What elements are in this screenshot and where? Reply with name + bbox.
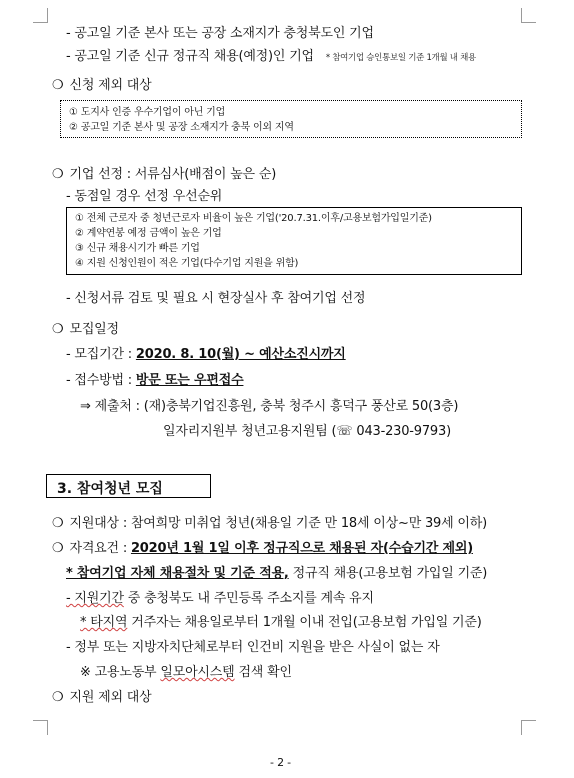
hollow-circle-bullet-icon: ❍: [52, 516, 64, 531]
priority-item-4: ④ 지원 신청인원이 적은 기업(다수기업 지원을 위함): [75, 258, 299, 269]
condition-hiring-text: - 공고일 기준 신규 정규직 채용(예정)인 기업: [66, 49, 314, 64]
condition-hiring-note: * 참여기업 승인통보일 기준 1개월 내 채용: [325, 53, 476, 63]
recruit-period-label: - 모집기간 :: [66, 347, 136, 362]
submission-method-label: - 접수방법 :: [66, 373, 136, 388]
other-region-rest: 거주자는 채용일로부터 1개월 이내 전입(고용보험 가입일 기준): [127, 615, 482, 630]
exclusion2-heading-text: 지원 제외 대상: [69, 690, 152, 705]
submit-department: 일자리지원부 청년고용지원팀 (☏ 043-230-9793): [163, 424, 451, 439]
own-criteria-bold: * 참여기업 자체 채용절차 및 기준 적용,: [66, 566, 289, 581]
exclusion-heading-text: 신청 제외 대상: [69, 78, 152, 93]
hollow-circle-bullet-icon: ❍: [52, 78, 64, 93]
other-region-term: * 타지역: [80, 615, 128, 630]
target-text: 지원대상 : 참여희망 미취업 청년(채용일 기준 만 18세 이상~만 39세 이하): [69, 516, 488, 531]
tie-priority-heading: - 동점일 경우 선정 우선순위: [66, 189, 223, 204]
crop-mark-top-left: [33, 8, 48, 23]
section-3-heading: 3. 참여청년 모집: [46, 474, 211, 498]
priority-item-2: ② 계약연봉 예정 금액이 높은 기업: [75, 228, 222, 239]
submission-method: [66, 369, 243, 388]
priority-item-1: ① 전체 근로자 중 청년근로자 비율이 높은 기업('20.7.31.이후/고용보험가입일기준): [75, 213, 432, 224]
own-criteria-rest: 정규직 채용(고용보험 가입일 기준): [288, 566, 488, 581]
residence-rest: 중 충청북도 내 주민등록 주소지를 계속 유지: [123, 591, 374, 606]
other-region-line: [80, 611, 482, 630]
recruit-heading: [52, 318, 119, 337]
exclusion2-heading: [52, 686, 151, 705]
qualification-value: 2020년 1월 1일 이후 정규직으로 채용된 자(수습기간 제외): [130, 541, 473, 556]
crop-mark-bottom-left: [33, 720, 48, 735]
condition-hiring: [66, 45, 476, 64]
check-system-line: [80, 661, 292, 680]
recruit-period: [66, 343, 346, 362]
crop-mark-bottom-right: [521, 720, 536, 735]
exclusion-item-2: ② 공고일 기준 본사 및 공장 소재지가 충북 이외 지역: [69, 122, 294, 133]
check-system-a: ※ 고용노동부: [80, 665, 161, 680]
selection-heading: [52, 163, 276, 182]
qualification-label: 자격요건 :: [69, 541, 131, 556]
residence-line: [66, 587, 374, 606]
hollow-circle-bullet-icon: ❍: [52, 322, 64, 337]
own-criteria-line: [66, 562, 487, 581]
submit-address: ⇒ 제출처 : (재)충북기업진흥원, 충북 청주시 흥덕구 풍산로 50(3층): [80, 399, 459, 414]
recruit-period-value: 2020. 8. 10(월) ~ 예산소진시까지: [135, 347, 346, 362]
qualification-line: [52, 537, 473, 556]
exclusion-box: [60, 100, 522, 138]
hollow-circle-bullet-icon: ❍: [52, 690, 64, 705]
recruit-heading-text: 모집일정: [69, 322, 119, 337]
exclusion-heading: [52, 74, 151, 93]
priority-item-3: ③ 신규 채용시기가 빠른 기업: [75, 243, 200, 254]
check-system-c: 검색 확인: [234, 665, 292, 680]
target-line: [52, 512, 487, 531]
condition-location: - 공고일 기준 본사 또는 공장 소재지가 충청북도인 기업: [66, 26, 374, 41]
check-system-name: 일모아시스템: [160, 665, 235, 680]
exclusion-item-1: ① 도지사 인증 우수기업이 아닌 기업: [69, 107, 226, 118]
submission-method-value: 방문 또는 우편접수: [135, 373, 244, 388]
priority-box: [66, 207, 522, 275]
page-number: - 2 -: [270, 756, 291, 769]
crop-mark-top-right: [521, 8, 536, 23]
government-support-line: - 정부 또는 지방자치단체로부터 인건비 지원을 받은 사실이 없는 자: [66, 640, 440, 655]
hollow-circle-bullet-icon: ❍: [52, 167, 64, 182]
selection-heading-text: 기업 선정 : 서류심사(배점이 높은 순): [69, 167, 277, 182]
residence-term: - 지원기간: [66, 591, 124, 606]
hollow-circle-bullet-icon: ❍: [52, 541, 64, 556]
review-line: - 신청서류 검토 및 필요 시 현장실사 후 참여기업 선정: [66, 291, 366, 306]
